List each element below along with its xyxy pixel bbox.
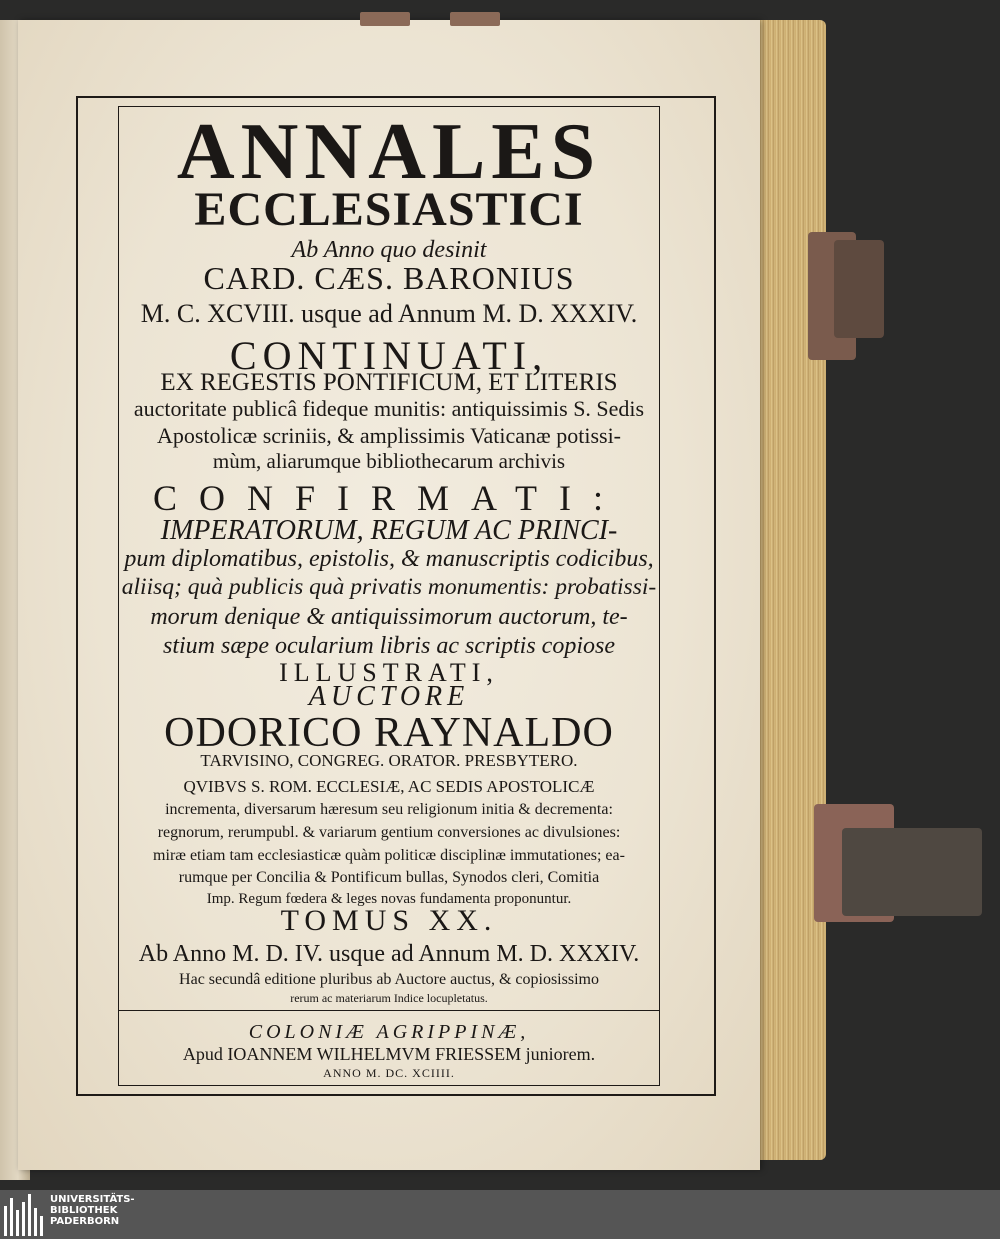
text-line: regnorum, rerumpubl. & variarum gentium conversiones ac divulsiones: <box>157 824 621 841</box>
italic-line: morum denique & antiquissimorum auctorum, te- <box>150 604 628 630</box>
library-name-line: PADERBORN <box>50 1216 120 1227</box>
library-name <box>50 1195 135 1228</box>
volume-date-range: Ab Anno M. D. IV. usque ad Annum M. D. XXXIV. <box>138 941 640 967</box>
library-name-line: UNIVERSITÄTS- <box>50 1194 135 1205</box>
continuati-line: CONTINUATI, <box>229 333 549 378</box>
text-line: EX REGESTIS PONTIFICUM, ET LITERIS <box>160 369 618 396</box>
text-line: miræ etiam tam ecclesiasticæ quàm politicæ disciplinæ immutationes; ea- <box>153 847 625 864</box>
edition-note-2: rerum ac materiarum Indice locupletatus. <box>290 991 488 1005</box>
author-affiliation: TARVISINO, CONGREG. ORATOR. PRESBYTERO. <box>200 751 578 770</box>
top-tab-left <box>360 12 410 26</box>
text-line: Imp. Regum fœdera & leges novas fundamenta proponuntur. <box>206 891 572 907</box>
confirmati-line: CONFIRMATI: <box>152 478 626 518</box>
text-line: mùm, aliarumque bibliothecarum archivis <box>212 449 566 473</box>
library-name-line: BIBLIOTHEK <box>50 1205 118 1216</box>
auctore-line: AUCTORE <box>308 681 470 712</box>
library-footer-bar <box>0 1190 1000 1239</box>
text-line: auctoritate publicâ fideque munitis: antiquissimis S. Sedis <box>133 396 645 421</box>
volume-number: TOMUS XX. <box>280 904 498 937</box>
edition-note: Hac secundâ editione pluribus ab Auctore auctus, & copiosissimo <box>179 971 599 988</box>
top-tab-right <box>450 12 500 26</box>
lower-clasp-plate <box>842 828 982 916</box>
date-range-line: M. C. XCVIII. usque ad Annum M. D. XXXIV. <box>140 299 638 328</box>
italic-line: stium sæpe ocularium libris ac scriptis copiose <box>163 633 615 659</box>
upper-clasp-plate <box>834 240 884 338</box>
italic-line: pum diplomatibus, epistolis, & manuscriptis codicibus, <box>124 546 654 572</box>
subtitle-line: Ab Anno quo desinit <box>291 237 487 263</box>
title-annales: ANNALES <box>176 108 602 196</box>
author-name: ODORICO RAYNALDO <box>164 710 614 756</box>
imprint-year: ANNO M. DC. XCIIII. <box>323 1066 455 1080</box>
text-line: incrementa, diversarum hæresum seu religionum initia & decrementa: <box>165 801 613 818</box>
imprint-place: COLONIÆ AGRIPPINÆ, <box>248 1021 530 1043</box>
italic-line: IMPERATORUM, REGUM AC PRINCI- <box>160 515 618 546</box>
text-line: rumque per Concilia & Pontificum bullas, Synodos cleri, Comitia <box>178 869 600 886</box>
imprint-rule-top <box>118 1010 660 1011</box>
baronius-line: CARD. CÆS. BARONIUS <box>203 260 575 296</box>
title-ecclesiastici: ECCLESIASTICI <box>194 183 584 236</box>
illustrati-line: ILLUSTRATI, <box>279 658 499 687</box>
italic-line: aliisq; quà publicis quà privatis monumentis: probatissi- <box>121 574 657 600</box>
text-line: Apostolicæ scriniis, & amplissimis Vaticanæ potissi- <box>156 423 622 448</box>
library-logo-icon <box>4 1194 44 1236</box>
text-line: QVIBVS S. ROM. ECCLESIÆ, AC SEDIS APOSTOLICÆ <box>183 777 595 796</box>
imprint-publisher: Apud IOANNEM WILHELMVM FRIESSEM juniorem. <box>182 1044 596 1064</box>
